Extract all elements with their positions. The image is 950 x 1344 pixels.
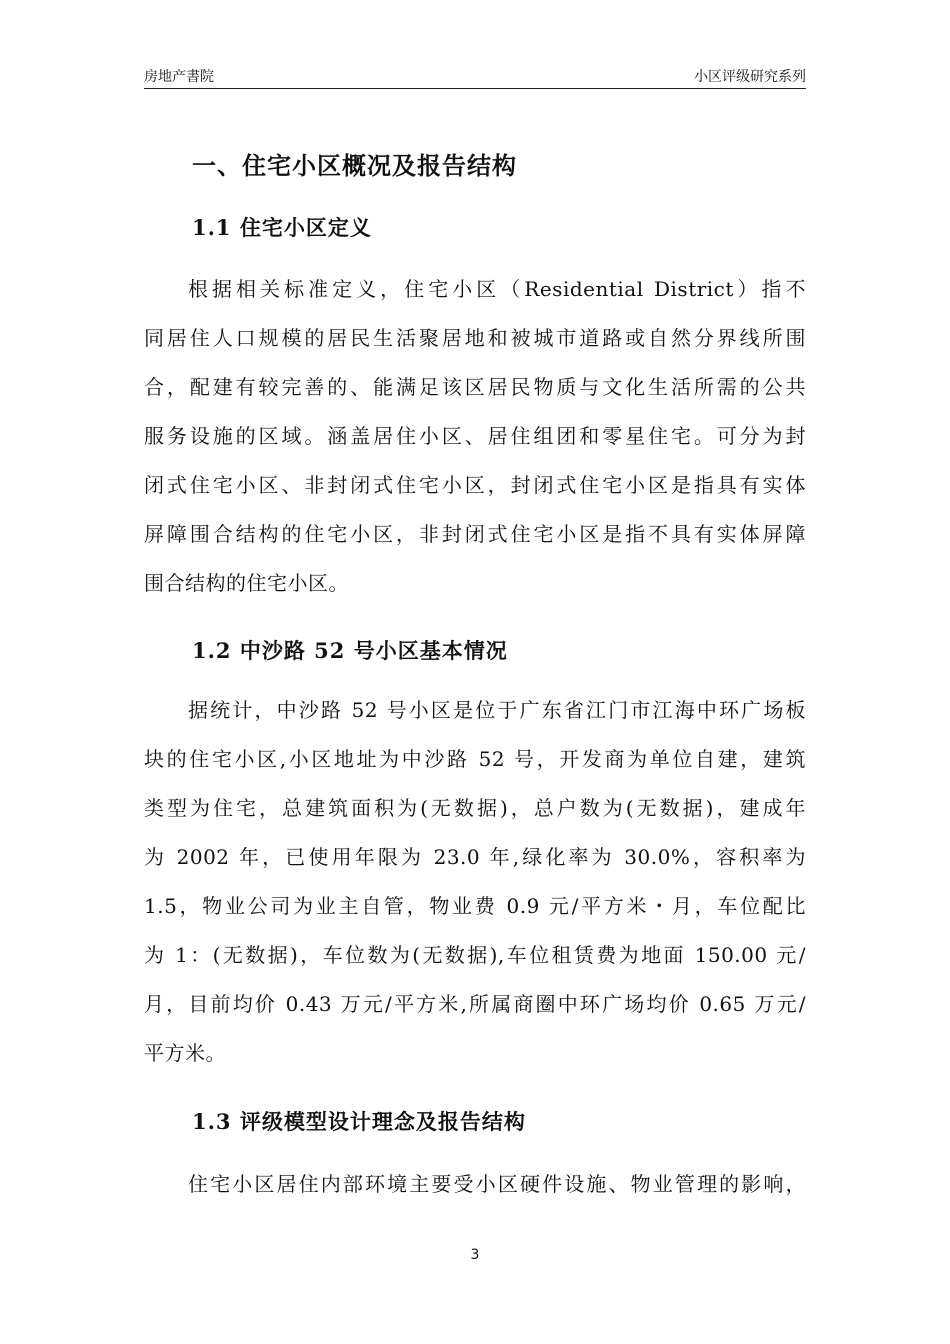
paragraph-line: 住宅小区居住内部环境主要受小区硬件设施、物业管理的影响，: [188, 1172, 806, 1196]
page-header: [144, 64, 806, 89]
paragraph-line: 同居住人口规模的居民生活聚居地和被城市道路或自然分界线所围: [144, 326, 806, 350]
paragraph-line: 闭式住宅小区、非封闭式住宅小区，封闭式住宅小区是指具有实体: [144, 473, 806, 497]
paragraph-line: 1.5，物业公司为业主自管，物业费 0.9 元/平方米・月，车位配比: [144, 894, 806, 918]
chapter-title: 一、住宅小区概况及报告结构: [192, 151, 517, 180]
paragraph-line: 为 1：(无数据)，车位数为(无数据),车位租赁费为地面 150.00 元/: [144, 943, 806, 967]
paragraph-line: 平方米。: [144, 1041, 226, 1065]
section-heading-1-1: 1.1 住宅小区定义: [192, 215, 372, 240]
header-left-title: 房地产書院: [144, 69, 214, 85]
paragraph-line: 据统计，中沙路 52 号小区是位于广东省江门市江海中环广场板: [188, 698, 806, 722]
page-number: 3: [470, 1247, 480, 1263]
section-paragraph-1-1: [144, 265, 806, 608]
paragraph-line: 服务设施的区域。涵盖居住小区、居住组团和零星住宅。可分为封: [144, 424, 806, 448]
paragraph-line: 围合结构的住宅小区。: [144, 571, 349, 595]
paragraph-line: 合，配建有较完善的、能满足该区居民物质与文化生活所需的公共: [144, 375, 806, 399]
paragraph-line: 月，目前均价 0.43 万元/平方米,所属商圈中环广场均价 0.65 万元/: [144, 992, 806, 1016]
section-heading-1-2: 1.2 中沙路 52 号小区基本情况: [192, 638, 508, 663]
section-paragraph-1-2: [144, 686, 806, 1078]
paragraph-line: 类型为住宅，总建筑面积为(无数据)，总户数为(无数据)，建成年: [144, 796, 806, 820]
header-right-title: 小区评级研究系列: [694, 69, 806, 85]
paragraph-line: 屏障围合结构的住宅小区，非封闭式住宅小区是指不具有实体屏障: [144, 522, 806, 546]
section-heading-1-3: 1.3 评级模型设计理念及报告结构: [192, 1109, 526, 1134]
paragraph-line: 为 2002 年，已使用年限为 23.0 年,绿化率为 30.0%，容积率为: [144, 845, 806, 869]
paragraph-line: 块的住宅小区,小区地址为中沙路 52 号，开发商为单位自建，建筑: [144, 747, 806, 771]
section-paragraph-1-3: [144, 1160, 806, 1209]
paragraph-line: 根据相关标准定义，住宅小区（Residential District）指不: [188, 277, 806, 301]
